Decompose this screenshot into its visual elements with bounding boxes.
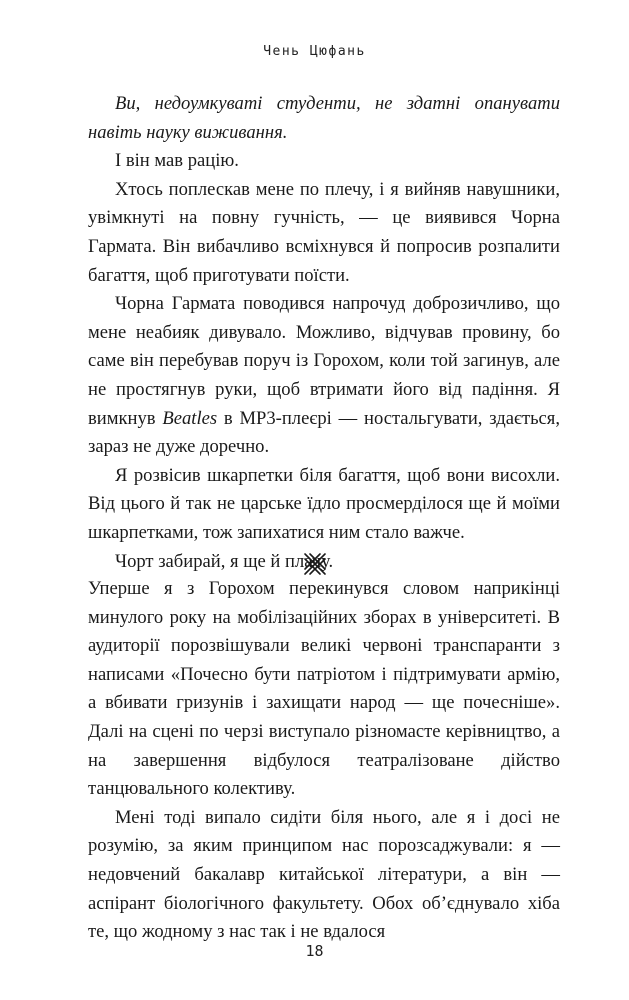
paragraph-italic-quote: Ви, недоумкуваті студенти, не здатні опанувати навіть науку виживання. — [88, 93, 560, 143]
running-head: Чень Цюфань — [263, 44, 366, 59]
paragraph-text: в MP3-плеєрі — ностальгувати, здається, зараз не дуже доречно. — [88, 407, 560, 458]
paragraph: Мені тоді випало сидіти біля нього, але я і досі не розумію, за яким принципом нас порозсаджували: я — недовчений бакалавр китайської літератури, а він — аспірант біологічного факультету. Обох об’єднувало хіба те, що жодному з нас так і не вдалося — [88, 806, 560, 943]
paragraph: Я розвісив шкарпетки біля багаття, щоб вони висохли. Від цього й так не царське їдло просмерділося ще й моїми шкарпетками, тож запихатися ним стало важче. — [88, 464, 560, 543]
paragraph: Чорт забирай, я ще й плачу. — [115, 550, 334, 572]
page-number: 18 — [305, 942, 324, 960]
paragraph-first: Уперше я з Горохом перекинувся словом наприкінці минулого року на мобілізаційних зборах в університеті. В аудиторії порозвішували великі червоні транспаранти з написами «Почесно бути патріотом і підтримувати армію, а вбивати гризунів і захищати народ — ще почесніше». Далі на сцені по черзі виступало різномасте керівництво, а на завершення відбулося театралізоване дійство танцювального колективу. — [88, 578, 560, 800]
text-section-1 — [88, 90, 560, 576]
paragraph-text: Чорна Гармата поводився напрочуд доброзичливо, що мене неабияк дивувало. Можливо, відчував провину, бо саме він перебував поруч із Горохом, коли той загинув, але не простягнув руки, щоб втримати його від падіння. Я вимкнув — [88, 293, 560, 429]
text-section-2 — [88, 575, 560, 947]
paragraph: Хтось поплескав мене по плечу, і я вийняв навушники, увімкнуті на повну гучність, — це виявився Чорна Гармата. Він вибачливо всміхнувся й попросив розпалити багаття, щоб приготувати поїсти. — [88, 178, 560, 286]
crossed-ornament-icon — [302, 551, 328, 577]
band-name-italic: Beatles — [162, 407, 218, 429]
paragraph: І він мав рацію. — [115, 150, 239, 172]
paragraph — [88, 290, 560, 462]
